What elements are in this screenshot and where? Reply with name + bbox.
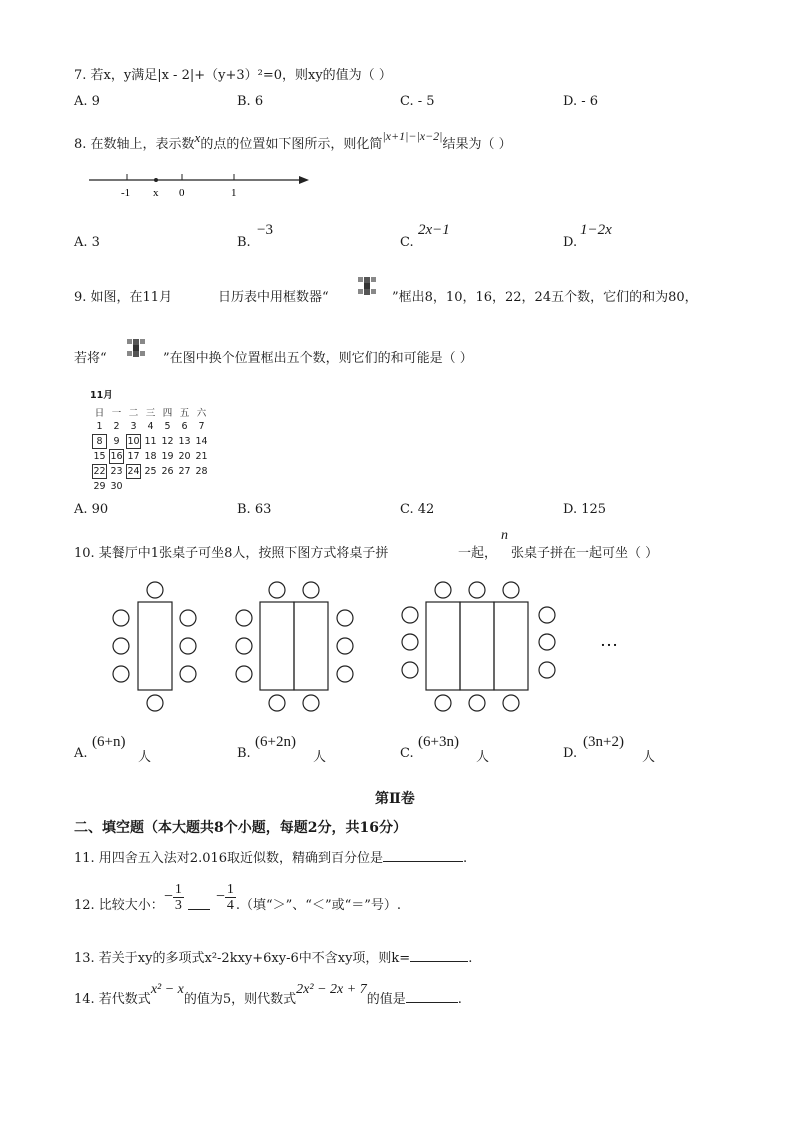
q10-text-c: 张桌子拼在一起可坐（ ）	[511, 546, 659, 561]
q8-var: x	[194, 130, 201, 145]
q10-option-d: D.	[563, 746, 578, 761]
calendar-figure	[90, 387, 211, 494]
q14-expr1: x² − x	[150, 982, 184, 997]
calendar-title: 11月	[90, 390, 113, 401]
q14-prefix: 14. 若代数式	[74, 992, 151, 1007]
q14-suffix: 的值是	[366, 992, 406, 1007]
calendar-cell: 23	[110, 466, 123, 477]
q14-end: .	[457, 992, 462, 1007]
q13-answer-blank	[410, 949, 468, 962]
question-12	[74, 875, 401, 919]
calendar-cell-framed: 10	[127, 436, 140, 447]
calendar-header-cell: 六	[196, 407, 207, 419]
question-8-stem	[74, 129, 512, 152]
calendar-cell: 29	[93, 481, 106, 492]
q8-option-c: C.	[400, 235, 414, 250]
calendar-cell	[160, 479, 175, 494]
q7-option-c: C. - 5	[400, 94, 435, 109]
q12-frac2-sign: −	[215, 888, 225, 905]
q14-expr2: 2x² − 2x + 7	[296, 982, 367, 997]
q13-end: .	[468, 951, 473, 966]
question-14	[74, 978, 462, 1012]
q13-stem: 13. 若关于xy的多项式x²-2kxy+6xy-6中不含xy项，则k=	[74, 951, 411, 966]
q9-option-a: A. 90	[74, 502, 109, 517]
q10-option-d-math: (3n+2)	[583, 734, 624, 750]
q9-line1-part-c: ”框出8，10，16，22，24五个数，它们的和为80，	[392, 290, 698, 305]
calendar-cell: 1	[96, 421, 103, 432]
calendar-cell: 6	[181, 421, 188, 432]
calendar-cell-framed: 24	[127, 466, 140, 477]
calendar-cell: 20	[178, 451, 191, 462]
q12-frac2-den: 4	[226, 897, 234, 913]
calendar-cell: 4	[147, 421, 154, 432]
q12-frac1-num: 1	[174, 881, 182, 897]
calendar-header-cell: 四	[162, 407, 173, 419]
q9-line1-part-a: 9. 如图，在11月	[74, 290, 173, 305]
q10-option-b: B.	[237, 746, 251, 761]
calendar-cell-framed: 8	[92, 434, 107, 449]
calendar-cell: 12	[161, 436, 174, 447]
q8-prefix: 8. 在数轴上，表示数	[74, 137, 195, 152]
cross-frame-icon	[126, 338, 146, 358]
calendar-cell: 28	[195, 466, 208, 477]
q11-end: .	[463, 851, 468, 866]
q8-option-d: D.	[563, 235, 578, 250]
q7-option-d: D. - 6	[563, 94, 599, 109]
calendar-cell-framed: 22	[93, 466, 106, 477]
q8-option-b-math: −3	[257, 222, 273, 238]
q10-var: n	[501, 528, 508, 543]
calendar-cell: 2	[113, 421, 120, 432]
calendar-cell: 21	[195, 451, 208, 462]
q14-answer-blank	[406, 990, 458, 1003]
q12-frac1-sign: −	[163, 888, 173, 905]
q9-option-d: D. 125	[563, 502, 607, 517]
q9-line2-part-b: ”在图中换个位置框出五个数，则它们的和可能是（ ）	[163, 351, 473, 366]
q12-answer-blank	[188, 897, 210, 910]
q9-line1-part-b: 日历表中用框数器“	[218, 290, 329, 305]
q8-option-d-math: 1−2x	[580, 222, 612, 238]
nl-tick-neg1: -1	[121, 187, 131, 199]
q12-fraction-1	[173, 882, 184, 913]
calendar-cell: 17	[127, 451, 140, 462]
q10-option-c-math: (6+3n)	[418, 734, 459, 750]
q8-option-a: A. 3	[74, 235, 100, 250]
q8-expr: |x+1|−|x−2|	[382, 129, 443, 143]
q8-middle: 的点的位置如下图所示，则化简	[200, 137, 383, 152]
q9-option-b: B. 63	[237, 502, 272, 517]
q12-frac1-den: 3	[174, 897, 182, 913]
question-7-stem: 7. 若x，y满足|x - 2|+（y+3）²=0，则xy的值为（ ）	[74, 68, 392, 83]
q12-suffix: .（填“＞”、“＜”或“＝”号）.	[235, 897, 402, 913]
q9-line2-part-a: 若将“	[74, 351, 107, 366]
section-heading: 二、填空题（本大题共8个小题，每题2分，共16分）	[74, 820, 407, 836]
q8-suffix: 结果为（ ）	[442, 137, 512, 152]
question-13	[74, 947, 472, 966]
q10-option-c: C.	[400, 746, 414, 761]
nl-tick-0: 0	[179, 187, 185, 199]
q9-option-c: C. 42	[400, 502, 435, 517]
q12-frac2-num: 1	[226, 881, 234, 897]
calendar-cell: 25	[144, 466, 157, 477]
q7-option-b: B. 6	[237, 94, 264, 109]
q11-answer-blank	[383, 849, 463, 862]
calendar-cell	[126, 479, 141, 494]
q10-option-a-unit: 人	[138, 750, 152, 765]
q12-fraction-2	[225, 882, 236, 913]
volume-title: 第Ⅱ卷	[375, 791, 415, 807]
tables-figure	[100, 578, 660, 718]
q8-option-c-math: 2x−1	[418, 222, 450, 238]
calendar-cell: 27	[178, 466, 191, 477]
q10-option-a-math: (6+n)	[92, 734, 126, 750]
q11-stem: 11. 用四舍五入法对2.016取近似数，精确到百分位是	[74, 851, 384, 866]
calendar-header-cell: 二	[128, 407, 139, 419]
nl-tick-1: 1	[231, 187, 237, 199]
nl-point-x: x	[153, 187, 159, 199]
q10-text-b: 一起，	[458, 546, 498, 561]
calendar-cell: 3	[130, 421, 137, 432]
calendar-cell	[177, 479, 192, 494]
q14-middle: 的值为5，则代数式	[183, 992, 297, 1007]
calendar-cell: 5	[164, 421, 171, 432]
q10-option-c-unit: 人	[476, 750, 490, 765]
calendar-header-cell: 一	[111, 407, 122, 419]
number-line-figure	[85, 170, 315, 200]
calendar-cell: 7	[198, 421, 205, 432]
calendar-cell-framed: 16	[110, 451, 123, 462]
calendar-cell	[194, 479, 209, 494]
calendar-cell: 9	[113, 436, 120, 447]
q10-option-a: A.	[74, 746, 88, 761]
calendar-header-cell: 五	[179, 407, 190, 419]
calendar-cell: 13	[178, 436, 191, 447]
cross-frame-icon	[357, 276, 377, 296]
q7-option-a: A. 9	[74, 94, 100, 109]
q12-prefix: 12. 比较大小：	[74, 897, 164, 913]
calendar-cell: 15	[93, 451, 106, 462]
question-11	[74, 847, 467, 866]
calendar-cell	[143, 479, 158, 494]
calendar-cell: 19	[161, 451, 174, 462]
calendar-cell: 11	[144, 436, 157, 447]
calendar-table	[90, 404, 211, 494]
tables-ellipsis: …	[600, 630, 618, 650]
q10-option-b-math: (6+2n)	[255, 734, 296, 750]
q10-option-b-unit: 人	[313, 750, 327, 765]
calendar-cell: 18	[144, 451, 157, 462]
calendar-header-cell: 日	[94, 407, 105, 419]
calendar-cell: 30	[110, 481, 123, 492]
calendar-cell: 14	[195, 436, 208, 447]
q8-option-b: B.	[237, 235, 251, 250]
q10-option-d-unit: 人	[642, 750, 656, 765]
calendar-cell: 26	[161, 466, 174, 477]
q10-text-a: 10. 某餐厅中1张桌子可坐8人，按照下图方式将桌子拼	[74, 546, 389, 561]
calendar-header-cell: 三	[145, 407, 156, 419]
